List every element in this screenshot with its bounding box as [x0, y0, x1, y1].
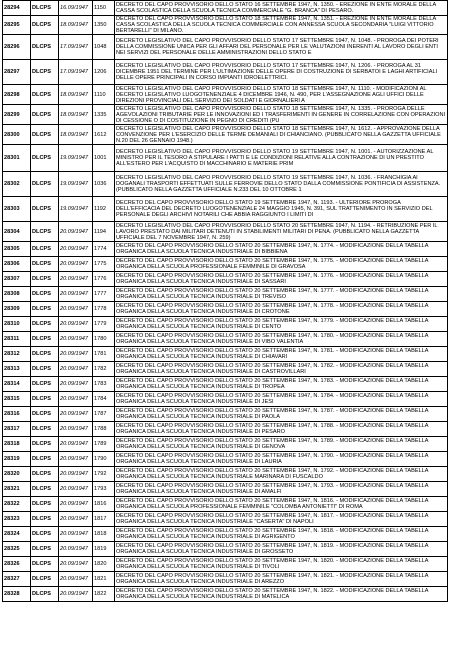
decree-description-cell: DECRETO DEL CAPO PROVVISORIO DELLO STATO 20 SETTEMBRE 1947, N. 1788. - MODIFICAZIONE DELLA TABELLA ORGANICA DELLA SCUOLA TECNICA INDUSTRIALE DI PESARO [115, 422, 448, 437]
record-date-cell: 20.09/1947 [59, 587, 93, 602]
table-row [3, 422, 448, 437]
decree-number-cell: 1792 [93, 467, 115, 482]
decree-number-cell: 1783 [93, 377, 115, 392]
record-date-cell: 16.09/1947 [59, 1, 93, 16]
decree-description-cell: DECRETO LEGISLATIVO DEL CAPO PROVVISORIO DELLO STATO 17 SETTEMBRE 1947, N. 1206. - PROROGA AL 31 DICEMBRE 1951 DEL TERMINE PER L'ULTIMAZIONE DELLE OPERE DI COSTRUZIONE DI SERBATOI E LAGHI ARTIFICIALI DELLE OPERE PRINCIPALI IN CORSO IMPIANTI IDROELETTRICI. [115, 60, 448, 85]
record-date-cell: 20.09/1947 [59, 377, 93, 392]
record-date-cell: 20.09/1947 [59, 257, 93, 272]
record-type-cell: DLCPS [31, 437, 59, 452]
table-row [3, 287, 448, 302]
record-id-cell: 28294 [3, 1, 31, 16]
record-date-cell: 20.09/1947 [59, 242, 93, 257]
table-row [3, 527, 448, 542]
table-row [3, 16, 448, 35]
registry-page [2, 0, 447, 652]
decree-number-cell: 1194 [93, 222, 115, 242]
decree-description-cell: DECRETO DEL CAPO PROVVISORIO DELLO STATO 18 SETTEMBRE 1947, N. 1351. - EREZIONE IN ENTE MORALE DELLA CASSA SCOLASTICA DELLA SCUOLA TECNICA COMMERCIALE CON ANNESSA SCUOLA SECONDARIA "LUIGI VITTORIO BERTARELLI" DI MILANO. [115, 16, 448, 35]
record-date-cell: 20.09/1947 [59, 317, 93, 332]
record-date-cell: 19.09/1947 [59, 145, 93, 172]
record-date-cell: 20.09/1947 [59, 222, 93, 242]
record-date-cell: 20.09/1947 [59, 542, 93, 557]
decree-description-cell: DECRETO DEL CAPO PROVVISORIO DELLO STATO 20 SETTEMBRE 1947, N. 1783. - MODIFICAZIONE DELLA TABELLA ORGANICA DELLA SCUOLA TECNICA INDUSTRIALE DI TROPEA [115, 377, 448, 392]
table-row [3, 172, 448, 197]
record-type-cell: DLCPS [31, 377, 59, 392]
record-date-cell: 17.09/1947 [59, 60, 93, 85]
record-id-cell: 28318 [3, 437, 31, 452]
decree-description-cell: DECRETO DEL CAPO PROVVISORIO DELLO STATO 20 SETTEMBRE 1947, N. 1792. - MODIFICAZIONE DELLA TABELLA ORGANICA DELLA SCUOLA TECNICA INDUSTRIALE MARINARA DI FUSCALDO [115, 467, 448, 482]
decree-description-cell: DECRETO DEL CAPO PROVVISORIO DELLO STATO 20 SETTEMBRE 1947, N. 1790. - MODIFICAZIONE DELLA TABELLA ORGANICA DELLA SCUOLA TECNICA INDUSTRIALE DI LAURIA [115, 452, 448, 467]
table-row [3, 222, 448, 242]
record-type-cell: DLCPS [31, 572, 59, 587]
table-row [3, 392, 448, 407]
table-row [3, 125, 448, 145]
record-id-cell: 28321 [3, 482, 31, 497]
record-date-cell: 17.09/1947 [59, 35, 93, 60]
decree-description-cell: DECRETO DEL CAPO PROVVISORIO DELLO STATO 20 SETTEMBRE 1947, N. 1793. - MODIFICAZIONE DELLA TABELLA ORGANICA DELLA SCUOLA TECNICA INDUSTRIALE DI AMALFI [115, 482, 448, 497]
decree-number-cell: 1818 [93, 527, 115, 542]
record-id-cell: 28311 [3, 332, 31, 347]
decree-number-cell: 1822 [93, 587, 115, 602]
decree-number-cell: 1778 [93, 302, 115, 317]
record-id-cell: 28319 [3, 452, 31, 467]
decree-number-cell: 1780 [93, 332, 115, 347]
decree-description-cell: DECRETO LEGISLATIVO DEL CAPO PROVVISORIO DELLO STATO 18 SETTEMBRE 1947, N. 1612. - APPROVAZIONE DELLA CONVENZIONE PER L'ESERCIZIO DELLE TERME DEMANIALI DI CHIANCIANO. (PUBBLICATO NELLA GAZZETTA UFFICIALE N.20 DEL 26 GENNAIO 1948.) [115, 125, 448, 145]
record-type-cell: DLCPS [31, 542, 59, 557]
decree-number-cell: 1612 [93, 125, 115, 145]
record-date-cell: 20.09/1947 [59, 362, 93, 377]
decree-description-cell: DECRETO DEL CAPO PROVVISORIO DELLO STATO 20 SETTEMBRE 1947, N. 1819. - MODIFICAZIONE DELLA TABELLA ORGANICA DELLA SCUOLA TECNICA INDUSTRIALE DI GROSSETO [115, 542, 448, 557]
decree-number-cell: 1821 [93, 572, 115, 587]
record-id-cell: 28305 [3, 242, 31, 257]
decree-description-cell: DECRETO DEL CAPO PROVVISORIO DELLO STATO 20 SETTEMBRE 1947, N. 1781. - MODIFICAZIONE DELLA TABELLA ORGANICA DELLA SCUOLA TECNICA INDUSTRIALE DI CHIAVARI [115, 347, 448, 362]
table-row [3, 452, 448, 467]
table-row [3, 587, 448, 602]
record-type-cell: DLCPS [31, 347, 59, 362]
table-row [3, 437, 448, 452]
table-row [3, 482, 448, 497]
decree-description-cell: DECRETO DEL CAPO PROVVISORIO DELLO STATO 19 SETTEMBRE 1947, N. 1193. - ULTERIORE PROROGA DELL'EFFICACIA DEL DECRETO LUOGOTENENZIALE 24 MAGGIO 1945, N. 391, SUL TRATTENIMENTO IN SERVIZIO DEL PERSONALE DEGLI ARCHIVI NOTARILI CHE ABBIA RAGGIUNTO I LIMITI DI [115, 197, 448, 222]
table-row [3, 362, 448, 377]
record-type-cell: DLCPS [31, 197, 59, 222]
decree-description-cell: DECRETO DEL CAPO PROVVISORIO DELLO STATO 20 SETTEMBRE 1947, N. 1817. - MODIFICAZIONE DELLA TABELLA ORGANICA DELLA SCUOLA TECNICA INDUSTRIALE "CASERTA" DI NAPOLI [115, 512, 448, 527]
record-date-cell: 18.09/1947 [59, 105, 93, 125]
record-type-cell: DLCPS [31, 242, 59, 257]
decree-number-cell: 1774 [93, 242, 115, 257]
decree-number-cell: 1192 [93, 197, 115, 222]
table-row [3, 347, 448, 362]
record-id-cell: 28313 [3, 362, 31, 377]
table-row [3, 497, 448, 512]
decree-number-cell: 1788 [93, 422, 115, 437]
decree-number-cell: 1816 [93, 497, 115, 512]
record-id-cell: 28323 [3, 512, 31, 527]
table-row [3, 85, 448, 105]
record-id-cell: 28315 [3, 392, 31, 407]
record-date-cell: 20.09/1947 [59, 272, 93, 287]
table-row [3, 242, 448, 257]
decree-description-cell: DECRETO DEL CAPO PROVVISORIO DELLO STATO 20 SETTEMBRE 1947, N. 1775. - MODIFICAZIONE DELLA TABELLA ORGANICA DELLA SCUOLA PROFESSIONALE FEMMINILE DI GRAVOSA [115, 257, 448, 272]
record-type-cell: DLCPS [31, 302, 59, 317]
decree-number-cell: 1784 [93, 392, 115, 407]
decree-number-cell: 1335 [93, 105, 115, 125]
record-date-cell: 20.09/1947 [59, 302, 93, 317]
record-type-cell: DLCPS [31, 1, 59, 16]
table-row [3, 377, 448, 392]
record-type-cell: DLCPS [31, 422, 59, 437]
decree-number-cell: 1820 [93, 557, 115, 572]
record-date-cell: 20.09/1947 [59, 482, 93, 497]
decree-description-cell: DECRETO LEGISLATIVO DEL CAPO PROVVISORIO DELLO STATO 19 SETTEMBRE 1947, N. 1036. - FRANCHIGIA AI DOGANALI TRASPORTI EFFETTUATI SULLE FERROVIE DELLO STATO DALLA COMMISSIONE PONTIFICIA DI ASSISTENZA. (PUBBLICATO NELLA GAZZETTA UFFICIALE N.233 DEL 10 OTTOBRE 1 [115, 172, 448, 197]
record-type-cell: DLCPS [31, 272, 59, 287]
record-type-cell: DLCPS [31, 60, 59, 85]
decree-number-cell: 1048 [93, 35, 115, 60]
record-id-cell: 28316 [3, 407, 31, 422]
decree-number-cell: 1790 [93, 452, 115, 467]
record-type-cell: DLCPS [31, 527, 59, 542]
record-id-cell: 28299 [3, 105, 31, 125]
decree-description-cell: DECRETO DEL CAPO PROVVISORIO DELLO STATO 20 SETTEMBRE 1947, N. 1776. - MODIFICAZIONE DELLA TABELLA ORGANICA DELLA SCUOLA TECNICA INDUSTRIALE DI SASSARI [115, 272, 448, 287]
record-type-cell: DLCPS [31, 467, 59, 482]
decree-number-cell: 1776 [93, 272, 115, 287]
record-id-cell: 28297 [3, 60, 31, 85]
record-id-cell: 28312 [3, 347, 31, 362]
record-type-cell: DLCPS [31, 452, 59, 467]
decree-description-cell: DECRETO DEL CAPO PROVVISORIO DELLO STATO 20 SETTEMBRE 1947, N. 1779. - MODIFICAZIONE DELLA TABELLA ORGANICA DELLA SCUOLA TECNICA INDUSTRIALE DI CENTO [115, 317, 448, 332]
record-type-cell: DLCPS [31, 557, 59, 572]
decree-description-cell: DECRETO DEL CAPO PROVVISORIO DELLO STATO 20 SETTEMBRE 1947, N. 1787. - MODIFICAZIONE DELLA TABELLA ORGANICA DELLA SCUOLA TECNICA INDUSTRIALE DI PAOLA [115, 407, 448, 422]
record-date-cell: 20.09/1947 [59, 332, 93, 347]
table-row [3, 60, 448, 85]
decree-description-cell: DECRETO DEL CAPO PROVVISORIO DELLO STATO 20 SETTEMBRE 1947, N. 1816. - MODIFICAZIONE DELLA TABELLA ORGANICA DELLA SCUOLA PROFESSIONALE FEMMINILE "COLOMBA ANTONIETTI" DI ROMA [115, 497, 448, 512]
record-date-cell: 20.09/1947 [59, 422, 93, 437]
record-id-cell: 28309 [3, 302, 31, 317]
decree-description-cell: DECRETO DEL CAPO PROVVISORIO DELLO STATO 20 SETTEMBRE 1947, N. 1789. - MODIFICAZIONE DELLA TABELLA ORGANICA DELLA SCUOLA TECNICA INDUSTRIALE DI GENOVA [115, 437, 448, 452]
record-date-cell: 20.09/1947 [59, 572, 93, 587]
decree-description-cell: DECRETO DEL CAPO PROVVISORIO DELLO STATO 20 SETTEMBRE 1947, N. 1780. - MODIFICAZIONE DELLA TABELLA ORGANICA DELLA SCUOLA TECNICA INDUSTRIALE DI VIBO VALENTIA [115, 332, 448, 347]
record-id-cell: 28326 [3, 557, 31, 572]
record-date-cell: 19.09/1947 [59, 172, 93, 197]
record-id-cell: 28306 [3, 257, 31, 272]
record-type-cell: DLCPS [31, 145, 59, 172]
record-type-cell: DLCPS [31, 222, 59, 242]
record-type-cell: DLCPS [31, 257, 59, 272]
record-date-cell: 20.09/1947 [59, 287, 93, 302]
record-id-cell: 28327 [3, 572, 31, 587]
record-type-cell: DLCPS [31, 172, 59, 197]
decree-description-cell: DECRETO DEL CAPO PROVVISORIO DELLO STATO 20 SETTEMBRE 1947, N. 1784. - MODIFICAZIONE DELLA TABELLA ORGANICA DELLA SCUOLA TECNICA INDUSTRIALE DI JESI [115, 392, 448, 407]
decree-number-cell: 1781 [93, 347, 115, 362]
decree-description-cell: DECRETO LEGISLATIVO DEL CAPO PROVVISORIO DELLO STATO 20 SETTEMBRE 1947, N. 1194. - RETRIBUZIONE PER IL LAVORO PRESTATO DAI MILITARI DETENUTI IN STABILIMENTI MILITARI DI PENA. (PUBBLICATO NELLA GAZZETTA UFFICIALE DEL 7 NOVEMBRE 1947, N. 259) [115, 222, 448, 242]
decree-description-cell: DECRETO DEL CAPO PROVVISORIO DELLO STATO 20 SETTEMBRE 1947, N. 1820. - MODIFICAZIONE DELLA TABELLA ORGANICA DELLA SCUOLA TECNICA INDUSTRIALE DI TIVOLI [115, 557, 448, 572]
record-type-cell: DLCPS [31, 35, 59, 60]
decree-number-cell: 1819 [93, 542, 115, 557]
record-type-cell: DLCPS [31, 317, 59, 332]
decree-description-cell: DECRETO DEL CAPO PROVVISORIO DELLO STATO 20 SETTEMBRE 1947, N. 1822. - MODIFICAZIONE DELLA TABELLA ORGANICA DELLA SCUOLA TECNICA INDUSTRIALE DI MATELICA [115, 587, 448, 602]
table-row [3, 407, 448, 422]
record-id-cell: 28314 [3, 377, 31, 392]
table-row [3, 302, 448, 317]
record-type-cell: DLCPS [31, 407, 59, 422]
decree-number-cell: 1782 [93, 362, 115, 377]
table-row [3, 572, 448, 587]
record-date-cell: 20.09/1947 [59, 452, 93, 467]
decree-number-cell: 1110 [93, 85, 115, 105]
record-date-cell: 18.09/1947 [59, 85, 93, 105]
decree-number-cell: 1036 [93, 172, 115, 197]
table-row [3, 257, 448, 272]
decree-number-cell: 1001 [93, 145, 115, 172]
record-type-cell: DLCPS [31, 16, 59, 35]
record-id-cell: 28317 [3, 422, 31, 437]
record-date-cell: 20.09/1947 [59, 347, 93, 362]
record-type-cell: DLCPS [31, 125, 59, 145]
record-date-cell: 18.09/1947 [59, 125, 93, 145]
record-id-cell: 28295 [3, 16, 31, 35]
record-id-cell: 28324 [3, 527, 31, 542]
record-id-cell: 28303 [3, 197, 31, 222]
table-row [3, 467, 448, 482]
table-row [3, 542, 448, 557]
decree-description-cell: DECRETO DEL CAPO PROVVISORIO DELLO STATO 20 SETTEMBRE 1947, N. 1778. - MODIFICAZIONE DELLA TABELLA ORGANICA DELLA SCUOLA TECNICA INDUSTRIALE DI CROTONE [115, 302, 448, 317]
record-date-cell: 18.09/1947 [59, 16, 93, 35]
record-type-cell: DLCPS [31, 362, 59, 377]
record-type-cell: DLCPS [31, 392, 59, 407]
record-type-cell: DLCPS [31, 497, 59, 512]
decree-registry-body [3, 1, 448, 602]
table-row [3, 105, 448, 125]
decree-number-cell: 1775 [93, 257, 115, 272]
record-id-cell: 28301 [3, 145, 31, 172]
record-date-cell: 20.09/1947 [59, 527, 93, 542]
table-row [3, 35, 448, 60]
record-date-cell: 20.09/1947 [59, 392, 93, 407]
decree-description-cell: DECRETO LEGISLATIVO DEL CAPO PROVVISORIO DELLO STATO 19 SETTEMBRE 1947, N. 1001. - AUTORIZZAZIONE AL MINISTRO PER IL TESORO A STIPULARE I PATTI E LE CONDIZIONI RELATIVE ALLA CONTRAZIONE DI UN PRESTITO ALL'ESTERO PER L'ACQUISTO DI MACCHINARIO E MATERIE PRIM [115, 145, 448, 172]
table-row [3, 272, 448, 287]
record-id-cell: 28308 [3, 287, 31, 302]
decree-registry-table [2, 0, 448, 602]
table-row [3, 1, 448, 16]
decree-number-cell: 1150 [93, 1, 115, 16]
decree-number-cell: 1777 [93, 287, 115, 302]
decree-description-cell: DECRETO DEL CAPO PROVVISORIO DELLO STATO 20 SETTEMBRE 1947, N. 1818. - MODIFICAZIONE DELLA TABELLA ORGANICA DELLA SCUOLA TECNICA INDUSTRIALE DI AGRIGENTO [115, 527, 448, 542]
decree-description-cell: DECRETO DEL CAPO PROVVISORIO DELLO STATO 20 SETTEMBRE 1947, N. 1782. - MODIFICAZIONE DELLA TABELLA ORGANICA DELLA SCUOLA TECNICA INDUSTRIALE DI CASTROVILLARI [115, 362, 448, 377]
record-id-cell: 28320 [3, 467, 31, 482]
record-id-cell: 28296 [3, 35, 31, 60]
record-date-cell: 20.09/1947 [59, 497, 93, 512]
record-type-cell: DLCPS [31, 332, 59, 347]
record-id-cell: 28300 [3, 125, 31, 145]
decree-number-cell: 1793 [93, 482, 115, 497]
record-id-cell: 28304 [3, 222, 31, 242]
record-id-cell: 28328 [3, 587, 31, 602]
record-type-cell: DLCPS [31, 587, 59, 602]
decree-number-cell: 1817 [93, 512, 115, 527]
record-id-cell: 28298 [3, 85, 31, 105]
record-type-cell: DLCPS [31, 512, 59, 527]
decree-description-cell: DECRETO LEGISLATIVO DEL CAPO PROVVISORIO DELLO STATO 17 SETTEMBRE 1947, N. 1048. - PROROGA DEI POTERI DELLA COMMISSIONE UNICA PER GLI AFFARI DEL PERSONALE PER LE VALUTAZIONI INERENTI AL LAVORO DEGLI ENTI NEI SERVIZI DEL PERSONALE DELLE AMMINISTRAZIONI DELLO STATO E [115, 35, 448, 60]
table-row [3, 317, 448, 332]
record-id-cell: 28307 [3, 272, 31, 287]
decree-number-cell: 1779 [93, 317, 115, 332]
decree-description-cell: DECRETO DEL CAPO PROVVISORIO DELLO STATO 20 SETTEMBRE 1947, N. 1821. - MODIFICAZIONE DELLA TABELLA ORGANICA DELLA SCUOLA TECNICA INDUSTRIALE DI AREZZO [115, 572, 448, 587]
record-date-cell: 20.09/1947 [59, 557, 93, 572]
decree-description-cell: DECRETO LEGISLATIVO DEL CAPO PROVVISORIO DELLO STATO 18 SETTEMBRE 1947, N. 1335. - PROROGA DELLE AGEVOLAZIONI TRIBUTARIE PER LE INNOVAZIONI ED I TRASFERIMENTI IN GENERE IN CORRELAZIONE CON OPERAZIONI DI CESSIONE O DI COSTITUZIONE IN PEGNO DI CREDITI (PU [115, 105, 448, 125]
record-type-cell: DLCPS [31, 482, 59, 497]
record-date-cell: 19.09/1947 [59, 197, 93, 222]
decree-number-cell: 1350 [93, 16, 115, 35]
decree-description-cell: DECRETO DEL CAPO PROVVISORIO DELLO STATO 16 SETTEMBRE 1947, N. 1350. - EREZIONE IN ENTE MORALE DELLA CASSA SCOLASTICA DELLA SCUOLA TECNICA COMMERCIALE "G. BRANCA" DI PESARO. [115, 1, 448, 16]
record-date-cell: 20.09/1947 [59, 407, 93, 422]
table-row [3, 145, 448, 172]
record-date-cell: 20.09/1947 [59, 512, 93, 527]
record-id-cell: 28310 [3, 317, 31, 332]
table-row [3, 512, 448, 527]
table-row [3, 332, 448, 347]
record-type-cell: DLCPS [31, 287, 59, 302]
record-type-cell: DLCPS [31, 105, 59, 125]
record-id-cell: 28322 [3, 497, 31, 512]
decree-description-cell: DECRETO DEL CAPO PROVVISORIO DELLO STATO 20 SETTEMBRE 1947, N. 1777. - MODIFICAZIONE DELLA TABELLA ORGANICA DELLA SCUOLA TECNICA INDUSTRIALE DI TREVISO [115, 287, 448, 302]
record-date-cell: 20.09/1947 [59, 467, 93, 482]
decree-description-cell: DECRETO DEL CAPO PROVVISORIO DELLO STATO 20 SETTEMBRE 1947, N. 1774. - MODIFICAZIONE DELLA TABELLA ORGANICA DELLA SCUOLA TECNICA INDUSTRIALE DI BIBBIENA [115, 242, 448, 257]
decree-number-cell: 1206 [93, 60, 115, 85]
decree-number-cell: 1789 [93, 437, 115, 452]
decree-description-cell: DECRETO LEGISLATIVO DEL CAPO PROVVISORIO DELLO STATO 18 SETTEMBRE 1947, N. 1110. - MODIFICAZIONI AL DECRETO LEGISLATIVO LUOGOTENENZIALE 4 DICEMBRE 1946, N. 490, PER L'ASSEGNAZIONE AGLI UFFICI DELLE DIREZIONI PROVINCIALI DEL SERVIZIO DEI SOLDATI E GIORNALIERI A [115, 85, 448, 105]
table-row [3, 557, 448, 572]
decree-number-cell: 1787 [93, 407, 115, 422]
record-id-cell: 28302 [3, 172, 31, 197]
record-date-cell: 20.09/1947 [59, 437, 93, 452]
table-row [3, 197, 448, 222]
record-id-cell: 28325 [3, 542, 31, 557]
record-type-cell: DLCPS [31, 85, 59, 105]
